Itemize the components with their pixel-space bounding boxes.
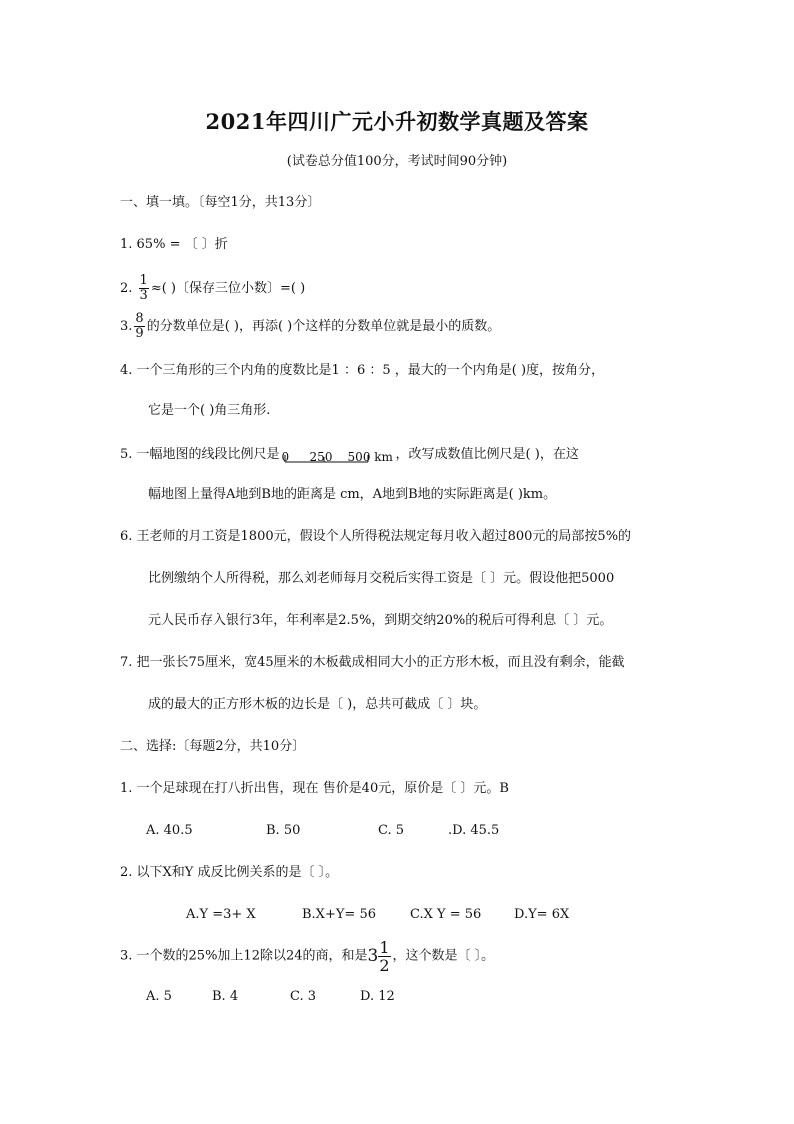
question-1-5-line2: 幅地图上量得A地到B地的距离是 cm，A地到B地的实际距离是( )km。 [148, 487, 557, 502]
option-d: .D. 45.5 [448, 823, 500, 838]
question-1-6-line3: 元人民币存入银行3年，年利率是2.5%，到期交纳20%的税后可得利息〔 〕元。 [148, 613, 613, 628]
scale-label-250: 250 [309, 449, 333, 464]
option-a: A. 40.5 [146, 823, 193, 838]
section1-heading: 一、填一填。〔每空1分，共13分〕 [120, 195, 321, 210]
question-1-4-line2: 它是一个( )角三角形. [148, 403, 271, 418]
fraction-numerator: 1 [379, 937, 390, 957]
mixed-number-whole: 3 [367, 946, 379, 966]
question-text: ，这个数是〔 〕。 [392, 948, 495, 964]
question-1-6-line1: 6. 王老师的月工资是1800元，假设个人所得税法规定每月收入超过800元的局部按5%的 [120, 529, 632, 544]
question-1-6-line2: 比例缴纳个人所得税，那么刘老师每月交税后实得工资是〔 〕元。假设他把5000 [148, 571, 615, 586]
question-number: 3. [120, 319, 133, 334]
question-1-5-line1 [120, 440, 579, 470]
question-1-4-line1: 4. 一个三角形的三个内角的度数比是1 ：6 ：5 ，最大的一个内角是( )度，按角分， [120, 363, 605, 378]
question-text: 的分数单位是( )，再添( )个这样的分数单位就是最小的质数。 [146, 319, 501, 334]
exam-info: (试卷总分值100分，考试时间90分钟) [286, 154, 508, 169]
question-1-2 [120, 274, 305, 304]
scale-label-0: 0 [281, 449, 290, 464]
question-2-2: 2. 以下X和Y 成反比例关系的是〔 〕。 [120, 865, 339, 880]
option-b: B. 50 [266, 823, 301, 838]
fraction [378, 939, 390, 974]
option-d: D.Y= 6X [514, 907, 570, 922]
question-text: 3. 一个数的25%加上12除以24的商，和是 [120, 948, 368, 964]
scale-label-500: 500 km [347, 449, 393, 464]
question-number: 2. [120, 281, 133, 296]
question-text: ≈( )〔保存三位小数〕=( ) [150, 281, 306, 296]
fraction-denominator: 2 [379, 955, 390, 975]
option-d: D. 12 [360, 989, 395, 1004]
question-1-7-line2: 成的最大的正方形木板的边长是〔 )，总共可截成〔 〕块。 [148, 697, 487, 712]
fraction-denominator: 9 [135, 326, 144, 341]
option-c: C. 5 [378, 823, 405, 838]
question-2-1: 1. 一个足球现在打八折出售，现在 售价是40元，原价是〔 〕元。B [120, 781, 509, 796]
fraction [139, 274, 149, 303]
option-b: B.X+Y= 56 [302, 907, 376, 922]
option-a: A.Y =3+ X [186, 907, 256, 922]
question-1-7-line1: 7. 把一张长75厘米，宽45厘米的木板截成相同大小的正方形木板，而且没有剩余，能截 [120, 655, 625, 670]
fraction-denominator: 3 [139, 288, 148, 303]
line-scale-bar [282, 442, 394, 468]
option-c: C.X Y = 56 [410, 907, 482, 922]
section2-heading: 二、选择:〔每题2分，共10分〕 [120, 739, 306, 754]
option-a: A. 5 [146, 989, 172, 1004]
fraction-numerator: 1 [139, 273, 148, 288]
option-b: B. 4 [212, 989, 239, 1004]
fraction [134, 312, 144, 341]
scale-bar-ruler [282, 452, 394, 468]
fraction-numerator: 8 [135, 311, 144, 326]
page-title: 2021年四川广元小升初数学真题及答案 [205, 109, 589, 134]
question-1-1: 1. 65% = 〔 〕折 [120, 237, 228, 252]
option-c: C. 3 [290, 989, 317, 1004]
question-1-3 [120, 312, 500, 342]
question-text: 5. 一幅地图的线段比例尺是 [120, 447, 280, 462]
question-text: ，改写成数值比例尺是( )，在这 [395, 447, 579, 462]
question-2-3 [120, 938, 494, 975]
